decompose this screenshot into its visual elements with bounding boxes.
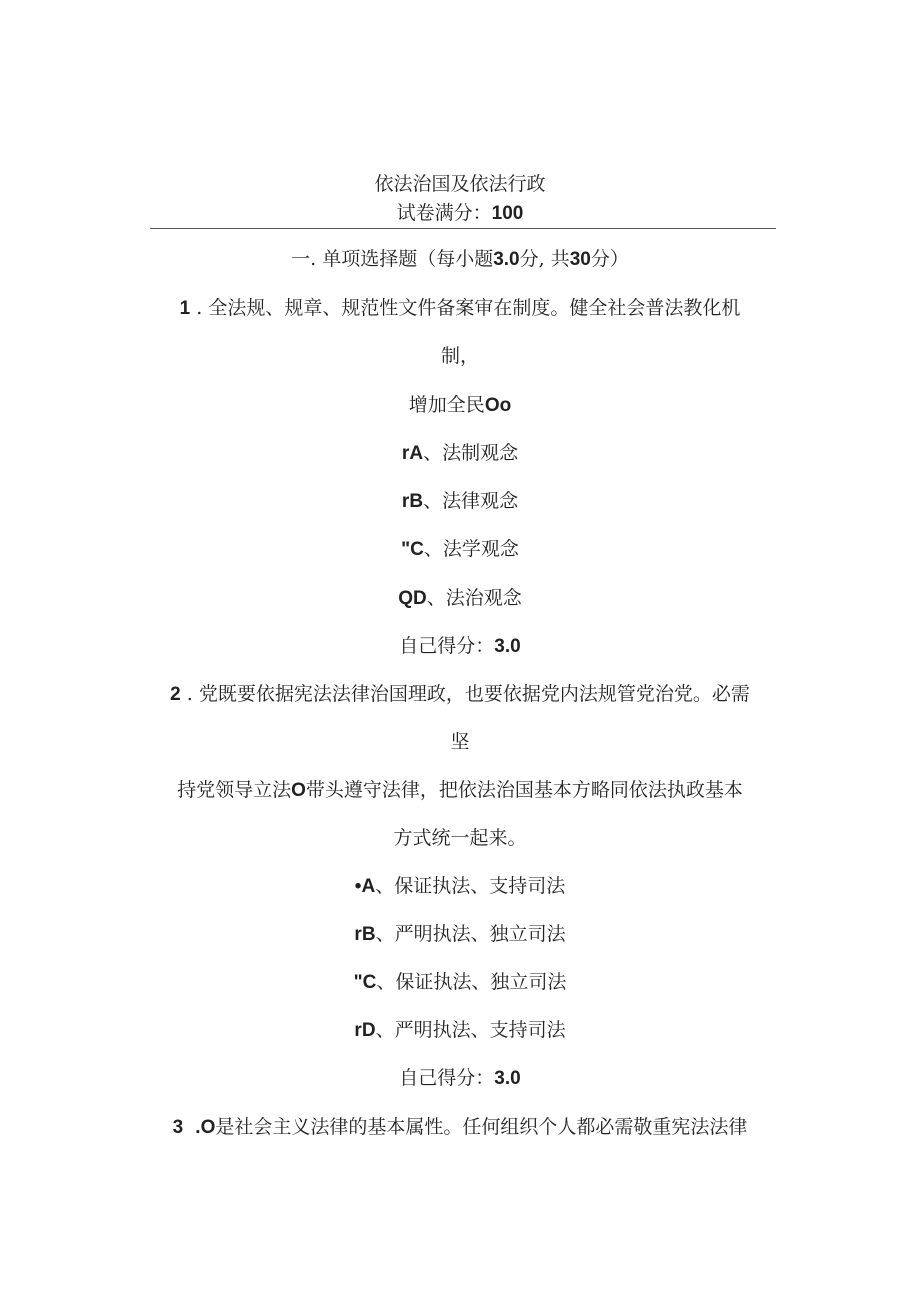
option-letter: A [361, 876, 376, 897]
option-letter: C [362, 972, 377, 993]
option-letter: C [410, 539, 424, 560]
q2-option-a[interactable] [0, 874, 920, 899]
q1-score-line [0, 634, 920, 659]
score-label: 自己得分： [399, 1067, 495, 1089]
full-score-line [0, 201, 920, 226]
section-suffix: 分） [590, 248, 629, 270]
score-value: 3.0 [494, 636, 521, 657]
q1-stem-line-2: 制， [440, 345, 479, 367]
q1-blank: Oo [484, 395, 512, 416]
option-text: 、法律观念 [423, 490, 519, 512]
radio-icon[interactable]: r [401, 491, 410, 512]
q3-stem-text-1: 是社会主义法律的基本属性。任何组织个人都必需敬重宪法法律 [215, 1116, 748, 1138]
q2-stem-text-3b: 带头遵守法律，把依法治国基本方略同依法执政基本 [305, 779, 743, 801]
score-label: 自己得分： [399, 635, 495, 657]
full-score-label: 试卷满分： [396, 202, 492, 224]
radio-icon[interactable]: " [401, 539, 411, 560]
radio-icon[interactable]: Q [398, 588, 414, 609]
option-letter: D [361, 1020, 376, 1041]
q2-option-b[interactable] [0, 922, 920, 947]
q2-option-d[interactable] [0, 1018, 920, 1043]
radio-icon[interactable]: r [354, 924, 362, 945]
q1-stem-line-1 [0, 296, 920, 321]
q1-number: 1 [179, 298, 191, 319]
option-text: 、法制观念 [423, 442, 519, 464]
section-mid: 分, 共 [519, 248, 570, 270]
option-letter: B [361, 924, 376, 945]
option-letter: D [413, 588, 427, 609]
q2-stem-text-1: . 党既要依据宪法法律治国理政，也要依据党内法规管党治党。必需 [186, 683, 750, 705]
q1-option-a[interactable] [0, 441, 920, 466]
score-value: 3.0 [494, 1068, 521, 1089]
option-letter: A [409, 443, 424, 464]
q1-stem-text-3: 增加全民 [408, 394, 485, 416]
q2-score-line [0, 1066, 920, 1091]
q3-blank: .O [195, 1117, 216, 1138]
header-divider [150, 228, 776, 229]
q3-stem-line-1 [0, 1115, 920, 1140]
document-title: 依法治国及依法行政 [374, 173, 546, 195]
full-score-value: 100 [491, 203, 524, 224]
option-text: 、法学观念 [423, 538, 519, 560]
option-text: 、法治观念 [426, 587, 522, 609]
q2-stem-line-2: 坚 [450, 731, 470, 753]
q1-option-c[interactable] [0, 537, 920, 562]
option-text: 、严明执法、支持司法 [375, 1019, 566, 1041]
q1-option-d[interactable] [0, 586, 920, 611]
radio-icon[interactable]: • [354, 876, 362, 897]
radio-icon[interactable]: r [401, 443, 410, 464]
q2-stem-line-1 [0, 682, 920, 707]
q1-option-b[interactable] [0, 489, 920, 514]
section-total: 30 [569, 249, 591, 270]
q2-stem-line-3 [0, 778, 920, 803]
q2-stem-text-3a: 持党领导立法 [177, 779, 292, 801]
option-letter: B [409, 491, 424, 512]
section-prefix: 一. 单项选择题（每小题 [291, 248, 494, 270]
q2-stem-line-4: 方式统一起来。 [393, 827, 527, 849]
option-text: 、严明执法、独立司法 [375, 923, 566, 945]
radio-icon[interactable]: r [354, 1020, 362, 1041]
q1-stem-line-3 [0, 393, 920, 418]
q3-number: 3 [172, 1117, 184, 1138]
option-text: 、保证执法、独立司法 [376, 971, 567, 993]
q2-number: 2 [170, 684, 181, 705]
option-text: 、保证执法、支持司法 [375, 875, 566, 897]
q2-option-c[interactable] [0, 970, 920, 995]
q2-blank: O [291, 780, 306, 801]
section-heading [0, 247, 920, 272]
section-per-score: 3.0 [493, 249, 520, 270]
q1-stem-text-1: . 全法规、规章、规范性文件备案审在制度。健全社会普法教化机 [196, 297, 741, 319]
radio-icon[interactable]: " [353, 972, 363, 993]
